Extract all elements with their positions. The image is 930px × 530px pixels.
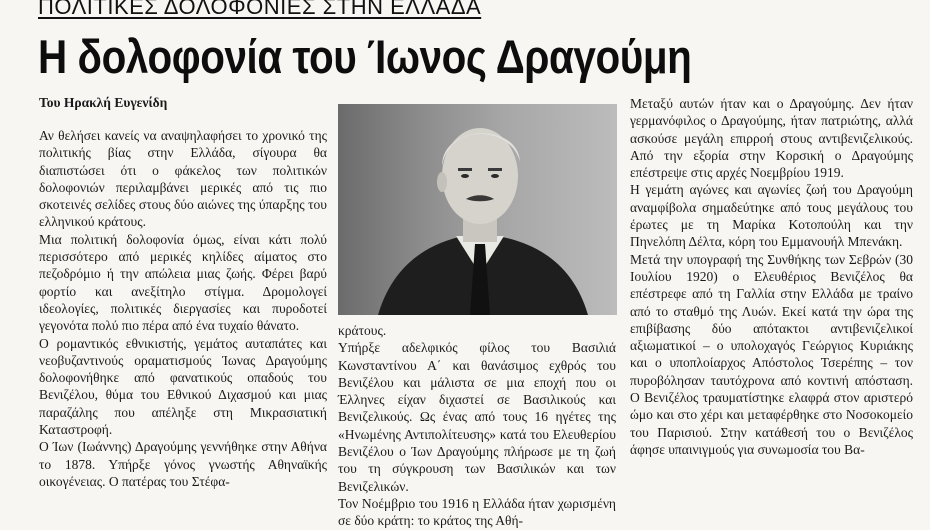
paragraph: κράτους. [338, 323, 387, 338]
paragraph: Υπήρξε αδελφικός φίλος του Βασιλιά Κωνσταντίνου Α΄ και θανάσιμος εχθρός του Βενιζέλου και μάλιστα σε μια εποχή που οι Έλληνες είχαν διχαστεί σε Βασιλικούς και Βενιζελικούς. Ως ένας από τους 16 ηγέτες της «Ηνωμένης Αντιπολίτευσης» κατά του Ελευθερίου Βενιζέλου ο Ίων Δραγούμης πλήρωσε με τη ζωή του τη σύγκρουση των Βασιλικών και των Βενιζελικών. [338, 340, 616, 494]
paragraph: Ο ρομαντικός εθνικιστής, γεμάτος αυταπάτες και νεοβυζαντινούς οραματισμούς Ίωνας Δραγούμης δολοφονήθηκε από φανατικούς οπαδούς του Βενιζέλου, θύμα του Εθνικού Διχασμού και μιας παραζάλης που απέληξε στη Μικρασιατική Καταστροφή. [39, 335, 327, 438]
portrait-photo [338, 104, 617, 315]
paragraph: Η γεμάτη αγώνες και αγωνίες ζωή του Δραγούμη αναμφίβολα σημαδεύτηκε από τους μεγάλους του έρωτες με τη Μαρίκα Κοτοπούλη και την Πηνελόπη Δέλτα, κόρη του Εμμανουήλ Μπενάκη. [630, 182, 913, 250]
headline: Η δολοφονία του Ίωνος Δραγούμη [38, 30, 692, 83]
paragraph: Ο Ίων (Ιωάννης) Δραγούμης γεννήθηκε στην Αθήνα το 1878. Υπήρξε γόνος γνωστής Αθηναϊκής οικογένειας. Ο πατέρας του Στέφα- [39, 439, 327, 489]
article-column-1 [39, 127, 327, 490]
article-column-2 [338, 322, 616, 530]
paragraph: Αν θελήσει κανείς να αναψηλαφήσει το χρονικό της πολιτικής βίας στην Ελλάδα, σίγουρα θα διαπιστώσει ότι ο φάκελος των πολιτικών δολοφονιών περιλαμβάνει μερικές από τις πιο σκοτεινές σελίδες στους δύο αιώνες της ύπαρξης του ελληνικού κράτους. [39, 128, 327, 230]
byline: Του Ηρακλή Ευγενίδη [39, 95, 168, 110]
paragraph: Μεταξύ αυτών ήταν και ο Δραγούμης. Δεν ήταν γερμανόφιλος ο Δραγούμης, ήταν πατριώτης, αλλά ασκούσε μεγάλη επιρροή στους αντιβενιζελικούς. Από την εξορία στην Κορσική ο Δραγούμης επέστρεψε στις αρχές Νοεμβρίου 1919. [630, 96, 913, 181]
paragraph: Μια πολιτική δολοφονία όμως, είναι κάτι πολύ περισσότερο από μερικές κηλίδες αίματος στο πεζοδρόμιο ή την απώλεια μιας ζωής. Φέρει βαρύ φορτίο και ανεξίτηλο στίγμα. Δρομολογεί ιδεολογίες, πολιτικές διεργασίες και πυροδοτεί γεγονότα πολύ πιο πέρα από ένα τυχαίο θάνατο. [39, 231, 327, 334]
paragraph: Μετά την υπογραφή της Συνθήκης των Σεβρών (30 Ιουλίου 1920) ο Ελευθέριος Βενιζέλος θα επέστρεφε από τη Γαλλία στην Ελλάδα με τραίνο από το σταθμό της Λυών. Εκεί κατά την ώρα της επιβίβασης δύο απότακτοι αντιβενιζελικοί αξιωματικοί – ο υπολοχαγός Γεώργιος Κυριάκης και ο υποπλοίαρχος Απόστολος Τσερέπης – τον πυροβόλησαν ταυτόχρονα από κοντινή απόσταση. Ο Βενιζέλος τραυματίστηκε ελαφρά στον αριστερό ώμο και στο χέρι και μεταφέρθηκε στο Νοσοκομείο του Παρισιού. Στην κατάθεσή του ο Βενιζέλος άφησε υπαινιγμούς για συνωμοσία του Βα- [630, 251, 913, 457]
article-column-3 [630, 95, 913, 458]
paragraph: Τον Νοέμβριο του 1916 η Ελλάδα ήταν χωρισμένη σε δύο κράτη: το κράτος της Αθή- [338, 495, 616, 529]
series-kicker: ΠΟΛΙΤΙΚΕΣ ΔΟΛΟΦΟΝΙΕΣ ΣΤΗΝ ΕΛΛΑΔΑ [38, 0, 482, 19]
